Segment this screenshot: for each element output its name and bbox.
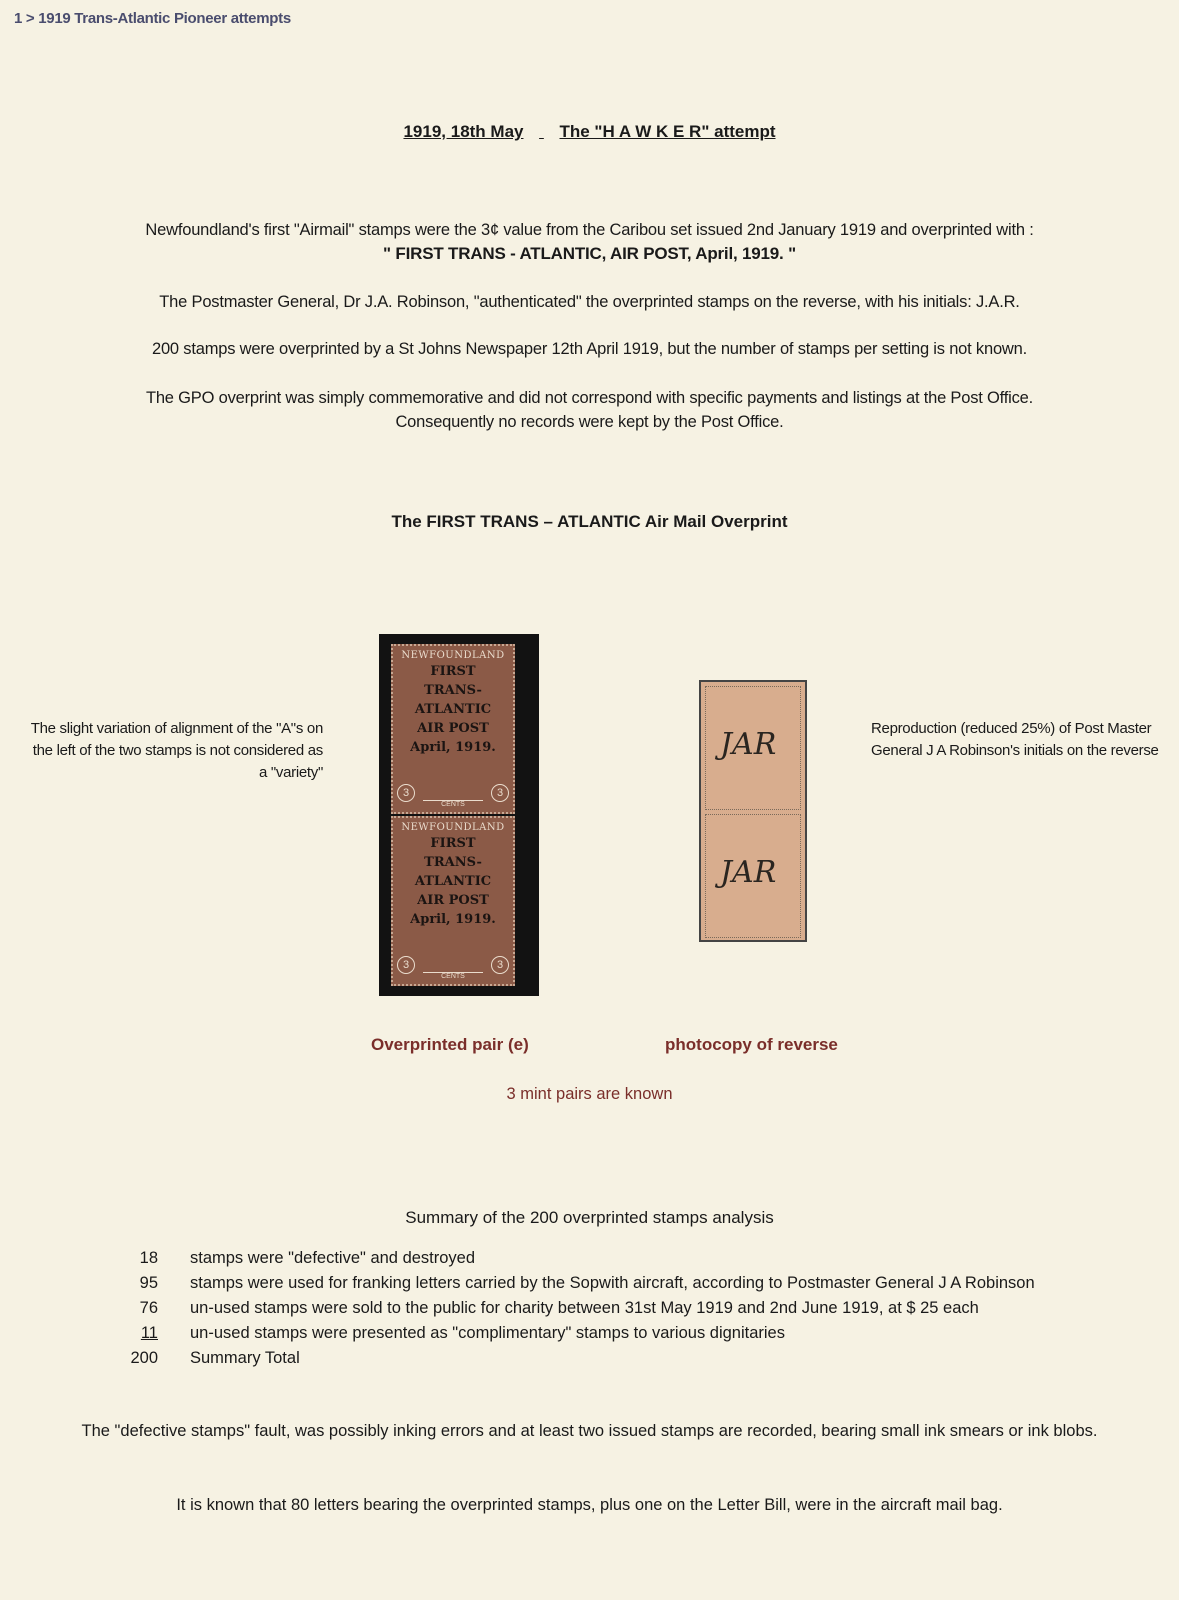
reverse-top: [705, 686, 801, 810]
reproduction-note: Reproduction (reduced 25%) of Post Master General J A Robinson's initials on the reverse: [871, 720, 1159, 759]
page-header: 1 > 1919 Trans-Atlantic Pioneer attempts: [14, 10, 291, 27]
stamp-cents: CENTS: [423, 972, 483, 980]
stamp-country: NEWFOUNDLAND: [401, 650, 505, 661]
reverse-caption: photocopy of reverse: [665, 1035, 838, 1054]
stamp-country: NEWFOUNDLAND: [401, 822, 505, 833]
stamp-value-right: 3: [491, 784, 509, 802]
summary-table: [120, 1246, 1035, 1371]
gpo-line-1: The GPO overprint was simply commemorative and did not correspond with specific payments and listings at the Post Office.: [145, 389, 1034, 407]
stamp-value-left: 3: [397, 956, 415, 974]
title-date: 1919, 18th May: [403, 122, 524, 141]
stamp-top: [391, 644, 515, 814]
stamp-value-left: 3: [397, 784, 415, 802]
gpo-line-2: Consequently no records were kept by the Post Office.: [395, 413, 784, 431]
printed-note: 200 stamps were overprinted by a St Johns Newspaper 12th April 1919, but the number of stamps per setting is not known.: [151, 340, 1028, 358]
stamp-value-right: 3: [491, 956, 509, 974]
summary-row: 11 un-used stamps were presented as "complimentary" stamps to various dignitaries: [140, 1324, 785, 1342]
postmaster-note: The Postmaster General, Dr J.A. Robinson, "authenticated" the overprinted stamps on the reverse, with his initials: J.A.R.: [159, 293, 1020, 311]
stamp-overprint: FIRST TRANS- ATLANTIC AIR POST April, 1919.: [410, 836, 496, 927]
summary-row: 95 stamps were used for franking letters carried by the Sopwith aircraft, according to Postmaster General J A Robinson: [139, 1274, 1035, 1292]
initials-signature: JAR: [720, 727, 777, 762]
page-title: [0, 122, 1179, 142]
alignment-note: The slight variation of alignment of the "A"s on the left of the two stamps is not considered as a "variety": [30, 720, 323, 781]
reverse-photocopy-image: [699, 680, 807, 942]
stamp-bottom: [391, 816, 515, 986]
initials-signature: JAR: [720, 855, 777, 890]
defective-note: The "defective stamps" fault, was possibly inking errors and at least two issued stamps are recorded, bearing small ink smears or ink blobs.: [81, 1422, 1098, 1440]
intro-block: [60, 218, 1119, 266]
letters-note: It is known that 80 letters bearing the overprinted stamps, plus one on the Letter Bill, were in the aircraft mail bag.: [176, 1496, 1003, 1514]
overprinted-pair-image: [379, 634, 539, 996]
summary-heading: Summary of the 200 overprinted stamps analysis: [405, 1208, 774, 1227]
intro-overprint-text: " FIRST TRANS - ATLANTIC, AIR POST, April, 1919. ": [383, 244, 796, 263]
intro-line-1: Newfoundland's first "Airmail" stamps were the 3¢ value from the Caribou set issued 2nd January 1919 and overprinted with :: [145, 221, 1034, 239]
section-subhead: The FIRST TRANS – ATLANTIC Air Mail Overprint: [391, 512, 788, 531]
stamp-overprint: FIRST TRANS- ATLANTIC AIR POST April, 1919.: [410, 664, 496, 755]
gpo-note: [60, 386, 1119, 434]
known-pairs-note: 3 mint pairs are known: [506, 1085, 673, 1103]
summary-row: 18 stamps were "defective" and destroyed: [139, 1249, 476, 1267]
summary-row: 76 un-used stamps were sold to the public for charity between 31st May 1919 and 2nd June 1919, at $ 25 each: [139, 1299, 979, 1317]
reverse-bottom: [705, 814, 801, 938]
pair-caption: Overprinted pair (e): [371, 1035, 529, 1054]
title-name: The "H A W K E R" attempt: [559, 122, 776, 141]
stamp-cents: CENTS: [423, 800, 483, 808]
summary-row-total: 200 Summary Total: [130, 1349, 300, 1367]
